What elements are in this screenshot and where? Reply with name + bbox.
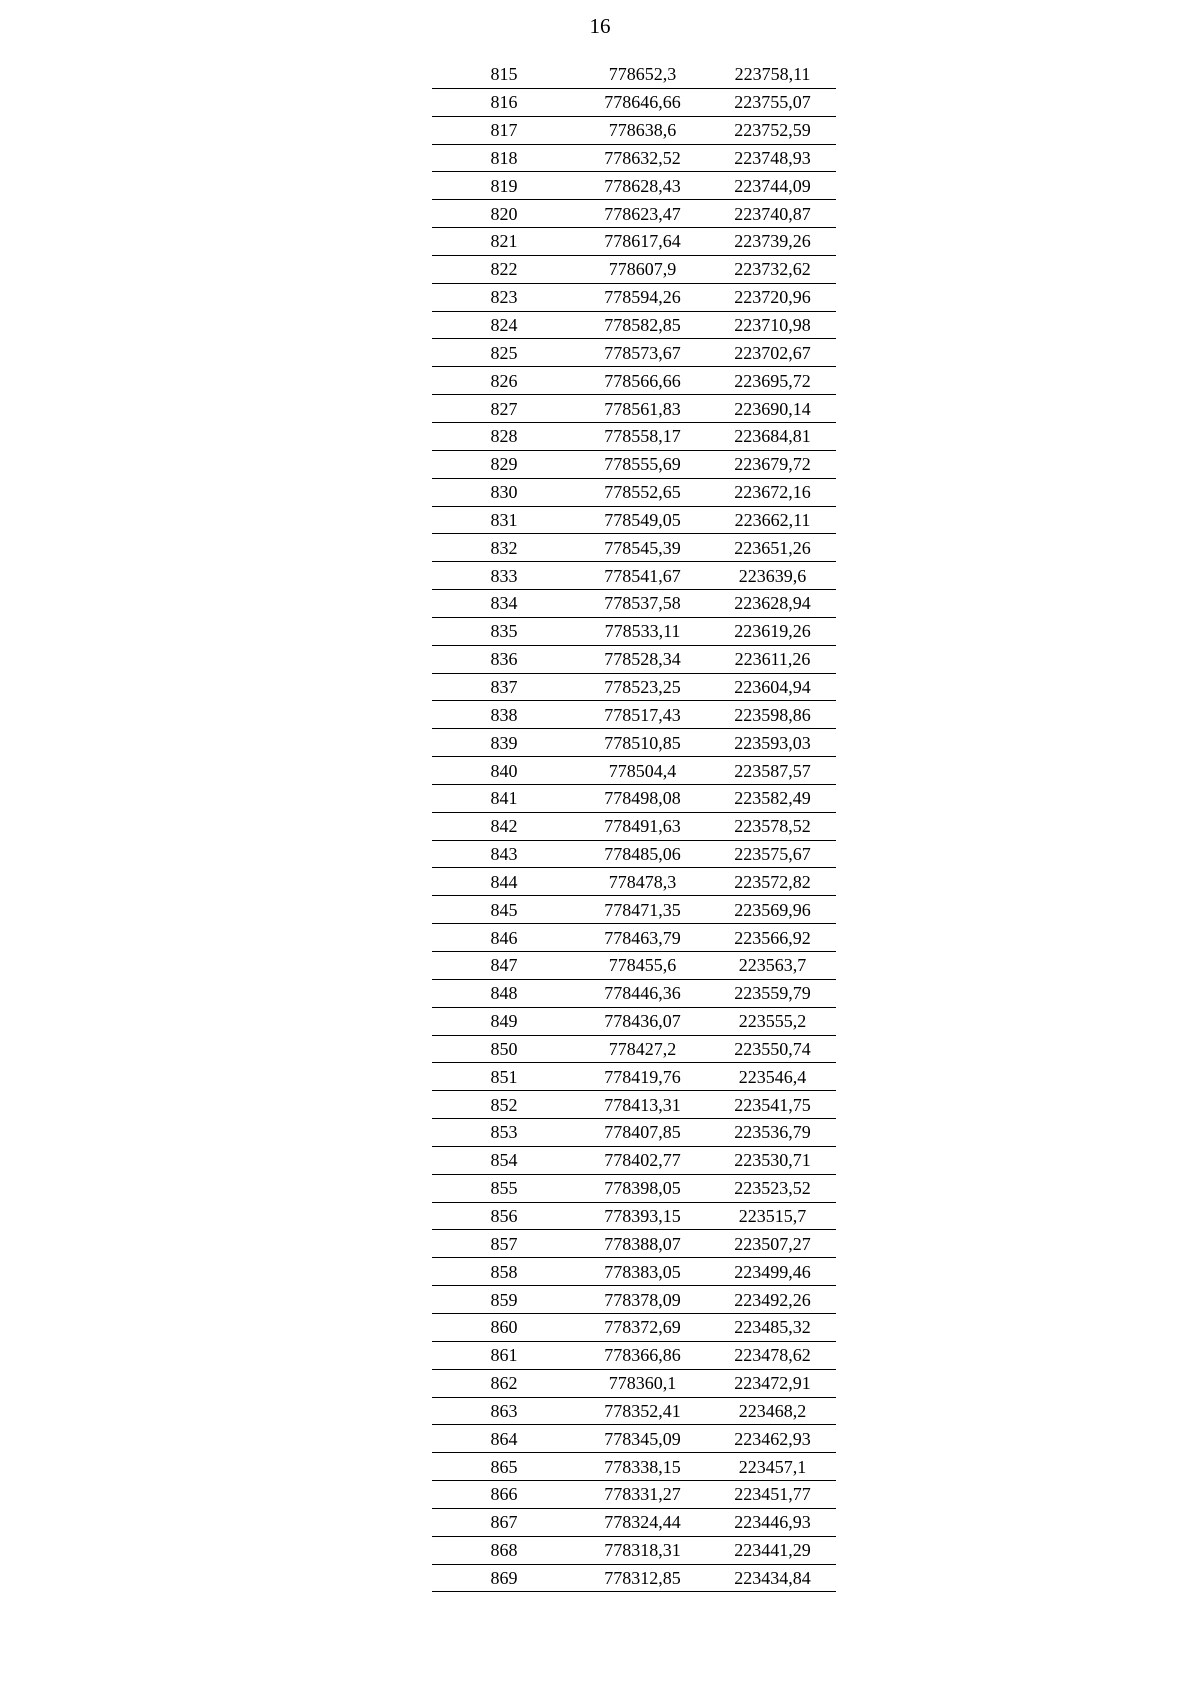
table-row	[432, 200, 836, 228]
table-row	[432, 1119, 836, 1147]
point-number-cell: 830	[432, 478, 576, 506]
table-row	[432, 1453, 836, 1481]
point-number-cell: 868	[432, 1536, 576, 1564]
table-row	[432, 590, 836, 618]
point-number-cell: 820	[432, 200, 576, 228]
x-coordinate-cell: 778498,08	[576, 784, 709, 812]
x-coordinate-cell: 778463,79	[576, 924, 709, 952]
x-coordinate-cell: 778510,85	[576, 729, 709, 757]
y-coordinate-cell: 223684,81	[709, 422, 836, 450]
point-number-cell: 841	[432, 784, 576, 812]
y-coordinate-cell: 223550,74	[709, 1035, 836, 1063]
y-coordinate-cell: 223619,26	[709, 617, 836, 645]
point-number-cell: 819	[432, 172, 576, 200]
x-coordinate-cell: 778345,09	[576, 1425, 709, 1453]
point-number-cell: 844	[432, 868, 576, 896]
x-coordinate-cell: 778366,86	[576, 1341, 709, 1369]
point-number-cell: 838	[432, 701, 576, 729]
y-coordinate-cell: 223485,32	[709, 1313, 836, 1341]
table-row	[432, 757, 836, 785]
point-number-cell: 816	[432, 88, 576, 116]
point-number-cell: 869	[432, 1564, 576, 1592]
x-coordinate-cell: 778552,65	[576, 478, 709, 506]
point-number-cell: 843	[432, 840, 576, 868]
point-number-cell: 822	[432, 255, 576, 283]
y-coordinate-cell: 223569,96	[709, 896, 836, 924]
table-row	[432, 1174, 836, 1202]
y-coordinate-cell: 223555,2	[709, 1007, 836, 1035]
x-coordinate-cell: 778555,69	[576, 450, 709, 478]
y-coordinate-cell: 223492,26	[709, 1286, 836, 1314]
table-row	[432, 88, 836, 116]
table-row	[432, 701, 836, 729]
y-coordinate-cell: 223523,52	[709, 1174, 836, 1202]
x-coordinate-cell: 778413,31	[576, 1091, 709, 1119]
y-coordinate-cell: 223499,46	[709, 1258, 836, 1286]
x-coordinate-cell: 778533,11	[576, 617, 709, 645]
x-coordinate-cell: 778338,15	[576, 1453, 709, 1481]
point-number-cell: 837	[432, 673, 576, 701]
y-coordinate-cell: 223563,7	[709, 952, 836, 980]
point-number-cell: 824	[432, 311, 576, 339]
x-coordinate-cell: 778331,27	[576, 1481, 709, 1509]
table-row	[432, 952, 836, 980]
y-coordinate-cell: 223575,67	[709, 840, 836, 868]
table-row	[432, 1536, 836, 1564]
table-row	[432, 562, 836, 590]
x-coordinate-cell: 778652,3	[576, 61, 709, 88]
point-number-cell: 855	[432, 1174, 576, 1202]
point-number-cell: 850	[432, 1035, 576, 1063]
x-coordinate-cell: 778436,07	[576, 1007, 709, 1035]
x-coordinate-cell: 778646,66	[576, 88, 709, 116]
point-number-cell: 817	[432, 116, 576, 144]
y-coordinate-cell: 223472,91	[709, 1369, 836, 1397]
point-number-cell: 861	[432, 1341, 576, 1369]
point-number-cell: 825	[432, 339, 576, 367]
point-number-cell: 836	[432, 645, 576, 673]
table-row	[432, 617, 836, 645]
y-coordinate-cell: 223752,59	[709, 116, 836, 144]
point-number-cell: 835	[432, 617, 576, 645]
y-coordinate-cell: 223740,87	[709, 200, 836, 228]
x-coordinate-cell: 778628,43	[576, 172, 709, 200]
table-row	[432, 228, 836, 256]
x-coordinate-cell: 778607,9	[576, 255, 709, 283]
x-coordinate-cell: 778623,47	[576, 200, 709, 228]
table-row	[432, 1425, 836, 1453]
table-row	[432, 339, 836, 367]
point-number-cell: 854	[432, 1146, 576, 1174]
page-number: 16	[589, 14, 611, 38]
y-coordinate-cell: 223441,29	[709, 1536, 836, 1564]
x-coordinate-cell: 778455,6	[576, 952, 709, 980]
y-coordinate-cell: 223744,09	[709, 172, 836, 200]
x-coordinate-cell: 778573,67	[576, 339, 709, 367]
y-coordinate-cell: 223679,72	[709, 450, 836, 478]
point-number-cell: 847	[432, 952, 576, 980]
table-row	[432, 812, 836, 840]
table-row	[432, 645, 836, 673]
table-row	[432, 1035, 836, 1063]
x-coordinate-cell: 778517,43	[576, 701, 709, 729]
table-row	[432, 1286, 836, 1314]
x-coordinate-cell: 778427,2	[576, 1035, 709, 1063]
table-row	[432, 283, 836, 311]
y-coordinate-cell: 223651,26	[709, 534, 836, 562]
table-row	[432, 506, 836, 534]
point-number-cell: 828	[432, 422, 576, 450]
table-row	[432, 1091, 836, 1119]
y-coordinate-cell: 223598,86	[709, 701, 836, 729]
table-row	[432, 729, 836, 757]
x-coordinate-cell: 778312,85	[576, 1564, 709, 1592]
table-row	[432, 172, 836, 200]
table-row	[432, 896, 836, 924]
table-row	[432, 840, 836, 868]
y-coordinate-cell: 223530,71	[709, 1146, 836, 1174]
point-number-cell: 815	[432, 61, 576, 88]
y-coordinate-cell: 223710,98	[709, 311, 836, 339]
x-coordinate-cell: 778407,85	[576, 1119, 709, 1147]
point-number-cell: 862	[432, 1369, 576, 1397]
point-number-cell: 846	[432, 924, 576, 952]
point-number-cell: 859	[432, 1286, 576, 1314]
table-row	[432, 450, 836, 478]
x-coordinate-cell: 778558,17	[576, 422, 709, 450]
point-number-cell: 818	[432, 144, 576, 172]
table-row	[432, 1146, 836, 1174]
table-row	[432, 979, 836, 1007]
y-coordinate-cell: 223559,79	[709, 979, 836, 1007]
x-coordinate-cell: 778549,05	[576, 506, 709, 534]
x-coordinate-cell: 778632,52	[576, 144, 709, 172]
table-row	[432, 255, 836, 283]
x-coordinate-cell: 778398,05	[576, 1174, 709, 1202]
table-row	[432, 868, 836, 896]
x-coordinate-cell: 778561,83	[576, 395, 709, 423]
y-coordinate-cell: 223758,11	[709, 61, 836, 88]
x-coordinate-cell: 778378,09	[576, 1286, 709, 1314]
x-coordinate-cell: 778545,39	[576, 534, 709, 562]
point-number-cell: 858	[432, 1258, 576, 1286]
y-coordinate-cell: 223572,82	[709, 868, 836, 896]
table-row	[432, 1341, 836, 1369]
point-number-cell: 851	[432, 1063, 576, 1091]
x-coordinate-cell: 778352,41	[576, 1397, 709, 1425]
point-number-cell: 829	[432, 450, 576, 478]
x-coordinate-cell: 778582,85	[576, 311, 709, 339]
table-row	[432, 1202, 836, 1230]
y-coordinate-cell: 223739,26	[709, 228, 836, 256]
x-coordinate-cell: 778638,6	[576, 116, 709, 144]
y-coordinate-cell: 223672,16	[709, 478, 836, 506]
x-coordinate-cell: 778446,36	[576, 979, 709, 1007]
table-row	[432, 784, 836, 812]
point-number-cell: 833	[432, 562, 576, 590]
table-row	[432, 422, 836, 450]
y-coordinate-cell: 223639,6	[709, 562, 836, 590]
point-number-cell: 831	[432, 506, 576, 534]
x-coordinate-cell: 778491,63	[576, 812, 709, 840]
table-row	[432, 311, 836, 339]
point-number-cell: 823	[432, 283, 576, 311]
y-coordinate-cell: 223582,49	[709, 784, 836, 812]
table-row	[432, 144, 836, 172]
x-coordinate-cell: 778419,76	[576, 1063, 709, 1091]
x-coordinate-cell: 778471,35	[576, 896, 709, 924]
y-coordinate-cell: 223604,94	[709, 673, 836, 701]
table-row	[432, 673, 836, 701]
y-coordinate-cell: 223462,93	[709, 1425, 836, 1453]
table-row	[432, 1258, 836, 1286]
table-row	[432, 1369, 836, 1397]
point-number-cell: 834	[432, 590, 576, 618]
x-coordinate-cell: 778388,07	[576, 1230, 709, 1258]
y-coordinate-cell: 223702,67	[709, 339, 836, 367]
point-number-cell: 832	[432, 534, 576, 562]
x-coordinate-cell: 778360,1	[576, 1369, 709, 1397]
x-coordinate-cell: 778485,06	[576, 840, 709, 868]
table-row	[432, 61, 836, 88]
table-row	[432, 1063, 836, 1091]
table-row	[432, 116, 836, 144]
point-number-cell: 857	[432, 1230, 576, 1258]
y-coordinate-cell: 223695,72	[709, 367, 836, 395]
y-coordinate-cell: 223587,57	[709, 757, 836, 785]
table-row	[432, 367, 836, 395]
y-coordinate-cell: 223478,62	[709, 1341, 836, 1369]
coordinates-table	[432, 61, 836, 1592]
table-row	[432, 1508, 836, 1536]
x-coordinate-cell: 778402,77	[576, 1146, 709, 1174]
point-number-cell: 863	[432, 1397, 576, 1425]
table-row	[432, 1481, 836, 1509]
y-coordinate-cell: 223755,07	[709, 88, 836, 116]
x-coordinate-cell: 778528,34	[576, 645, 709, 673]
y-coordinate-cell: 223662,11	[709, 506, 836, 534]
table-row	[432, 1397, 836, 1425]
y-coordinate-cell: 223566,92	[709, 924, 836, 952]
x-coordinate-cell: 778504,4	[576, 757, 709, 785]
x-coordinate-cell: 778566,66	[576, 367, 709, 395]
y-coordinate-cell: 223434,84	[709, 1564, 836, 1592]
x-coordinate-cell: 778523,25	[576, 673, 709, 701]
x-coordinate-cell: 778617,64	[576, 228, 709, 256]
x-coordinate-cell: 778537,58	[576, 590, 709, 618]
table-row	[432, 395, 836, 423]
y-coordinate-cell: 223546,4	[709, 1063, 836, 1091]
table-row	[432, 924, 836, 952]
point-number-cell: 852	[432, 1091, 576, 1119]
point-number-cell: 856	[432, 1202, 576, 1230]
y-coordinate-cell: 223468,2	[709, 1397, 836, 1425]
coordinates-table-body	[432, 61, 836, 1592]
table-row	[432, 1313, 836, 1341]
point-number-cell: 839	[432, 729, 576, 757]
y-coordinate-cell: 223611,26	[709, 645, 836, 673]
point-number-cell: 848	[432, 979, 576, 1007]
x-coordinate-cell: 778383,05	[576, 1258, 709, 1286]
x-coordinate-cell: 778594,26	[576, 283, 709, 311]
y-coordinate-cell: 223515,7	[709, 1202, 836, 1230]
y-coordinate-cell: 223446,93	[709, 1508, 836, 1536]
y-coordinate-cell: 223628,94	[709, 590, 836, 618]
point-number-cell: 864	[432, 1425, 576, 1453]
point-number-cell: 845	[432, 896, 576, 924]
x-coordinate-cell: 778541,67	[576, 562, 709, 590]
point-number-cell: 842	[432, 812, 576, 840]
y-coordinate-cell: 223536,79	[709, 1119, 836, 1147]
point-number-cell: 867	[432, 1508, 576, 1536]
point-number-cell: 826	[432, 367, 576, 395]
y-coordinate-cell: 223732,62	[709, 255, 836, 283]
point-number-cell: 860	[432, 1313, 576, 1341]
y-coordinate-cell: 223690,14	[709, 395, 836, 423]
y-coordinate-cell: 223748,93	[709, 144, 836, 172]
point-number-cell: 840	[432, 757, 576, 785]
x-coordinate-cell: 778318,31	[576, 1536, 709, 1564]
table-row	[432, 478, 836, 506]
point-number-cell: 821	[432, 228, 576, 256]
y-coordinate-cell: 223593,03	[709, 729, 836, 757]
table-row	[432, 1564, 836, 1592]
x-coordinate-cell: 778393,15	[576, 1202, 709, 1230]
point-number-cell: 865	[432, 1453, 576, 1481]
table-row	[432, 1007, 836, 1035]
point-number-cell: 827	[432, 395, 576, 423]
y-coordinate-cell: 223457,1	[709, 1453, 836, 1481]
point-number-cell: 849	[432, 1007, 576, 1035]
x-coordinate-cell: 778478,3	[576, 868, 709, 896]
y-coordinate-cell: 223720,96	[709, 283, 836, 311]
table-row	[432, 534, 836, 562]
table-row	[432, 1230, 836, 1258]
y-coordinate-cell: 223507,27	[709, 1230, 836, 1258]
point-number-cell: 866	[432, 1481, 576, 1509]
x-coordinate-cell: 778324,44	[576, 1508, 709, 1536]
y-coordinate-cell: 223451,77	[709, 1481, 836, 1509]
y-coordinate-cell: 223541,75	[709, 1091, 836, 1119]
point-number-cell: 853	[432, 1119, 576, 1147]
x-coordinate-cell: 778372,69	[576, 1313, 709, 1341]
y-coordinate-cell: 223578,52	[709, 812, 836, 840]
